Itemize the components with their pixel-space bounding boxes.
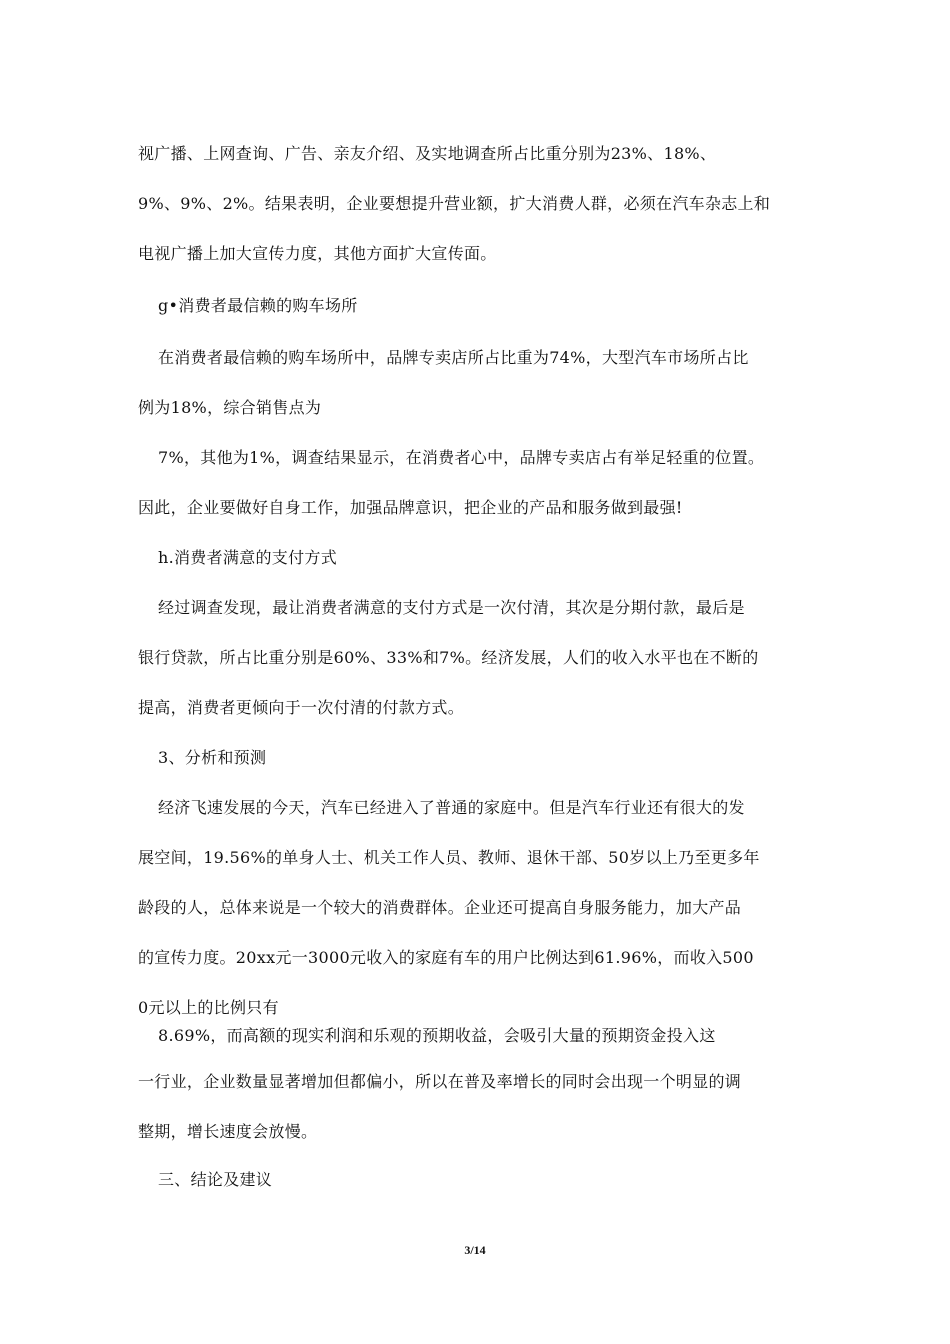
- text-line: 龄段的人，总体来说是一个较大的消费群体。企业还可提高自身服务能力，加大产品: [138, 898, 742, 917]
- text-line: 0元以上的比例只有: [138, 998, 279, 1017]
- section-heading-3: 3、分析和预测: [158, 748, 267, 767]
- text-line: 7%，其他为1%，调查结果显示，在消费者心中，品牌专卖店占有举足轻重的位置。: [158, 448, 765, 467]
- text-line: 的宣传力度。20xx元一3000元收入的家庭有车的用户比例达到61.96%，而收入500: [138, 948, 754, 967]
- text-line: 因此，企业要做好自身工作，加强品牌意识，把企业的产品和服务做到最强!: [138, 498, 683, 517]
- section-heading-g: g•消费者最信赖的购车场所: [158, 296, 358, 315]
- text-line: 8.69%，而高额的现实利润和乐观的预期收益，会吸引大量的预期资金投入这: [158, 1026, 716, 1045]
- text-line: 展空间，19.56%的单身人士、机关工作人员、教师、退休干部、50岁以上乃至更多年: [138, 848, 760, 867]
- text-line: 9%、9%、2%。结果表明，企业要想提升营业额，扩大消费人群，必须在汽车杂志上和: [138, 194, 771, 213]
- page-number: 3/14: [464, 1243, 486, 1257]
- text-line: 经济飞速发展的今天，汽车已经进入了普通的家庭中。但是汽车行业还有很大的发: [158, 798, 745, 817]
- section-heading-conclusion: 三、结论及建议: [158, 1170, 273, 1189]
- text-line: 视广播、上网查询、广告、亲友介绍、及实地调查所占比重分别为23%、18%、: [138, 144, 717, 163]
- text-line: 一行业，企业数量显著增加但都偏小，所以在普及率增长的同时会出现一个明显的调: [138, 1072, 742, 1091]
- text-line: 银行贷款，所占比重分别是60%、33%和7%。经济发展，人们的收入水平也在不断的: [138, 648, 759, 667]
- text-line: 提高，消费者更倾向于一次付清的付款方式。: [138, 698, 465, 717]
- text-line: 经过调查发现，最让消费者满意的支付方式是一次付清，其次是分期付款，最后是: [158, 598, 745, 617]
- text-line: 整期，增长速度会放慢。: [138, 1122, 318, 1141]
- text-line: 电视广播上加大宣传力度，其他方面扩大宣传面。: [138, 244, 497, 263]
- section-heading-h: h.消费者满意的支付方式: [158, 548, 337, 567]
- text-line: 在消费者最信赖的购车场所中，品牌专卖店所占比重为74%，大型汽车市场所占比: [158, 348, 749, 367]
- text-line: 例为18%，综合销售点为: [138, 398, 322, 417]
